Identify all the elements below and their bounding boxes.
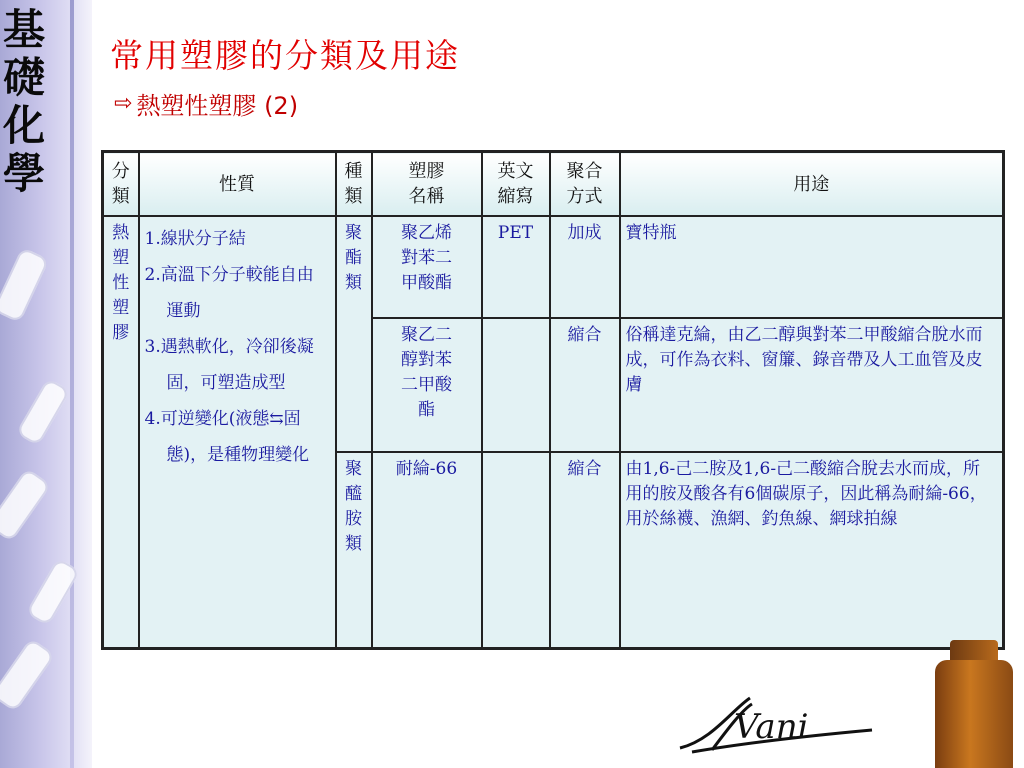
classification-cell: 熱 塑 性 塑 膠 [103,216,139,648]
property-item: 3.遇熱軟化，冷卻後凝固，可塑造成型 [144,337,314,393]
abbreviation-cell [482,452,550,648]
subtitle [114,86,298,121]
bottle-shape [0,638,55,713]
side-title-char: 基 [2,5,45,54]
header-uses: 用途 [620,152,1004,217]
signature-text: Vani [734,707,809,747]
side-title [2,6,46,198]
kind-cell: 聚 酯 類 [336,216,372,452]
side-title-char: 學 [2,149,45,198]
header-plastic-name: 塑膠 名稱 [372,152,482,217]
bottle-shape [16,378,71,446]
header-kind: 種 類 [336,152,372,217]
properties-list [145,221,330,473]
kind-cell: 聚 醯 胺 類 [336,452,372,648]
uses-cell: 俗稱達克綸，由乙二醇與對苯二甲酸縮合脫水而成，可作為衣料、窗簾、錄音帶及人工血管及皮膚 [620,318,1004,452]
page-title: 常用塑膠的分類及用途 [110,36,460,75]
header-classification: 分 類 [103,152,139,217]
plastics-table-wrap [101,150,1005,650]
abbreviation-cell [482,318,550,452]
signature-logo [672,690,882,760]
header-polymerization: 聚合 方式 [550,152,620,217]
abbreviation-cell: PET [482,216,550,318]
bottle-shape [0,468,51,543]
bottle-shape [0,247,49,323]
table-row [103,216,1004,318]
side-title-char: 礎 [2,53,45,102]
plastic-name-cell: 聚乙二 醇對苯 二甲酸 酯 [372,318,482,452]
header-properties: 性質 [139,152,336,217]
properties-cell [139,216,336,648]
uses-cell: 由1,6-己二胺及1,6-己二酸縮合脫去水而成，所用的胺及酸各有6個碳原子，因此稱為耐綸-66，用於絲襪、漁網、釣魚線、網球拍線 [620,452,1004,648]
property-item: 4.可逆變化(液態⇆固態)，是種物理變化 [144,409,310,465]
plastic-name-cell: 耐綸-66 [372,452,482,648]
side-stripe [70,0,74,768]
plastic-name-cell: 聚乙烯 對苯二 甲酸酯 [372,216,482,318]
side-title-char: 化 [2,101,45,150]
vase-image [935,660,1013,768]
property-item: 2.高溫下分子較能自由運動 [144,265,314,321]
arrow-right-icon: ⇨ [114,91,133,116]
plastics-table [101,150,1005,650]
polymerization-cell: 縮合 [550,452,620,648]
subtitle-text: 熱塑性塑膠 (2) [136,92,299,120]
property-item: 1.線狀分子結 [144,229,246,249]
table-header-row [103,152,1004,217]
polymerization-cell: 縮合 [550,318,620,452]
uses-cell: 寶特瓶 [620,216,1004,318]
polymerization-cell: 加成 [550,216,620,318]
header-abbreviation: 英文 縮寫 [482,152,550,217]
